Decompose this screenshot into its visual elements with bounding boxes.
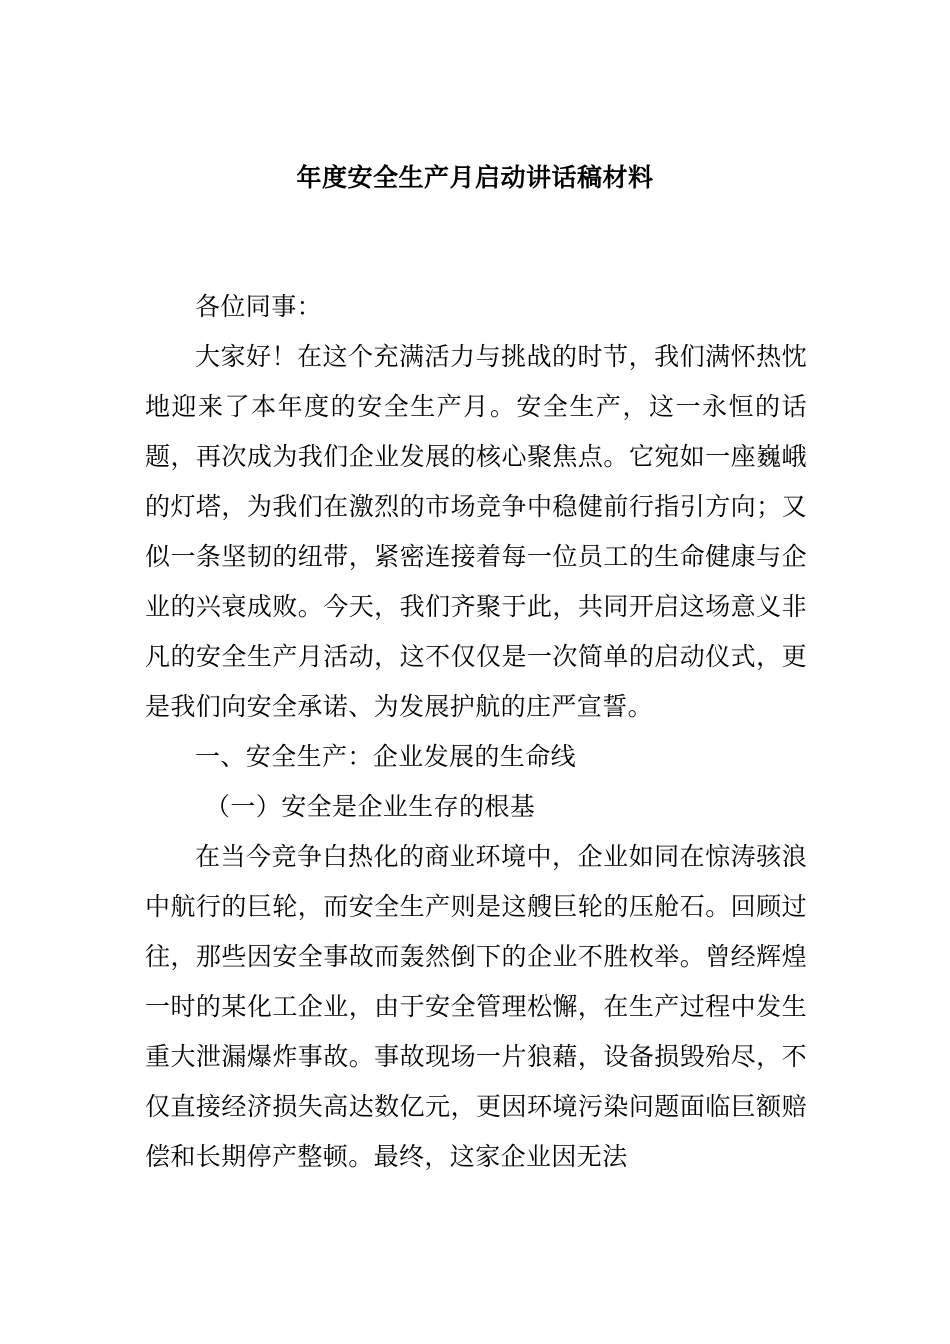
salutation-paragraph: 各位同事：	[195, 292, 323, 321]
document-title: 年度安全生产月启动讲话稿材料	[296, 163, 654, 192]
subsection-heading: （一）安全是企业生存的根基	[205, 792, 536, 821]
document-body	[145, 282, 807, 1182]
opening-paragraph: 大家好！在这个充满活力与挑战的时节，我们满怀热忱地迎来了本年度的安全生产月。安全生产，这一永恒的话题，再次成为我们企业发展的核心聚焦点。它宛如一座巍峨的灯塔，为我们在激烈的市场竞争中稳健前行指引方向；又似一条坚韧的纽带，紧密连接着每一位员工的生命健康与企业的兴衰成败。今天，我们齐聚于此，共同开启这场意义非凡的安全生产月活动，这不仅仅是一次简单的启动仪式，更是我们向安全承诺、为发展护航的庄严宣誓。	[145, 342, 807, 721]
body-paragraph: 在当今竞争白热化的商业环境中，企业如同在惊涛骇浪中航行的巨轮，而安全生产则是这艘巨轮的压舱石。回顾过往，那些因安全事故而轰然倒下的企业不胜枚举。曾经辉煌一时的某化工企业，由于安全管理松懈，在生产过程中发生重大泄漏爆炸事故。事故现场一片狼藉，设备损毁殆尽，不仅直接经济损失高达数亿元，更因环境污染问题面临巨额赔偿和长期停产整顿。最终，这家企业因无法	[145, 842, 807, 1171]
section-heading: 一、安全生产：企业发展的生命线	[195, 742, 577, 771]
